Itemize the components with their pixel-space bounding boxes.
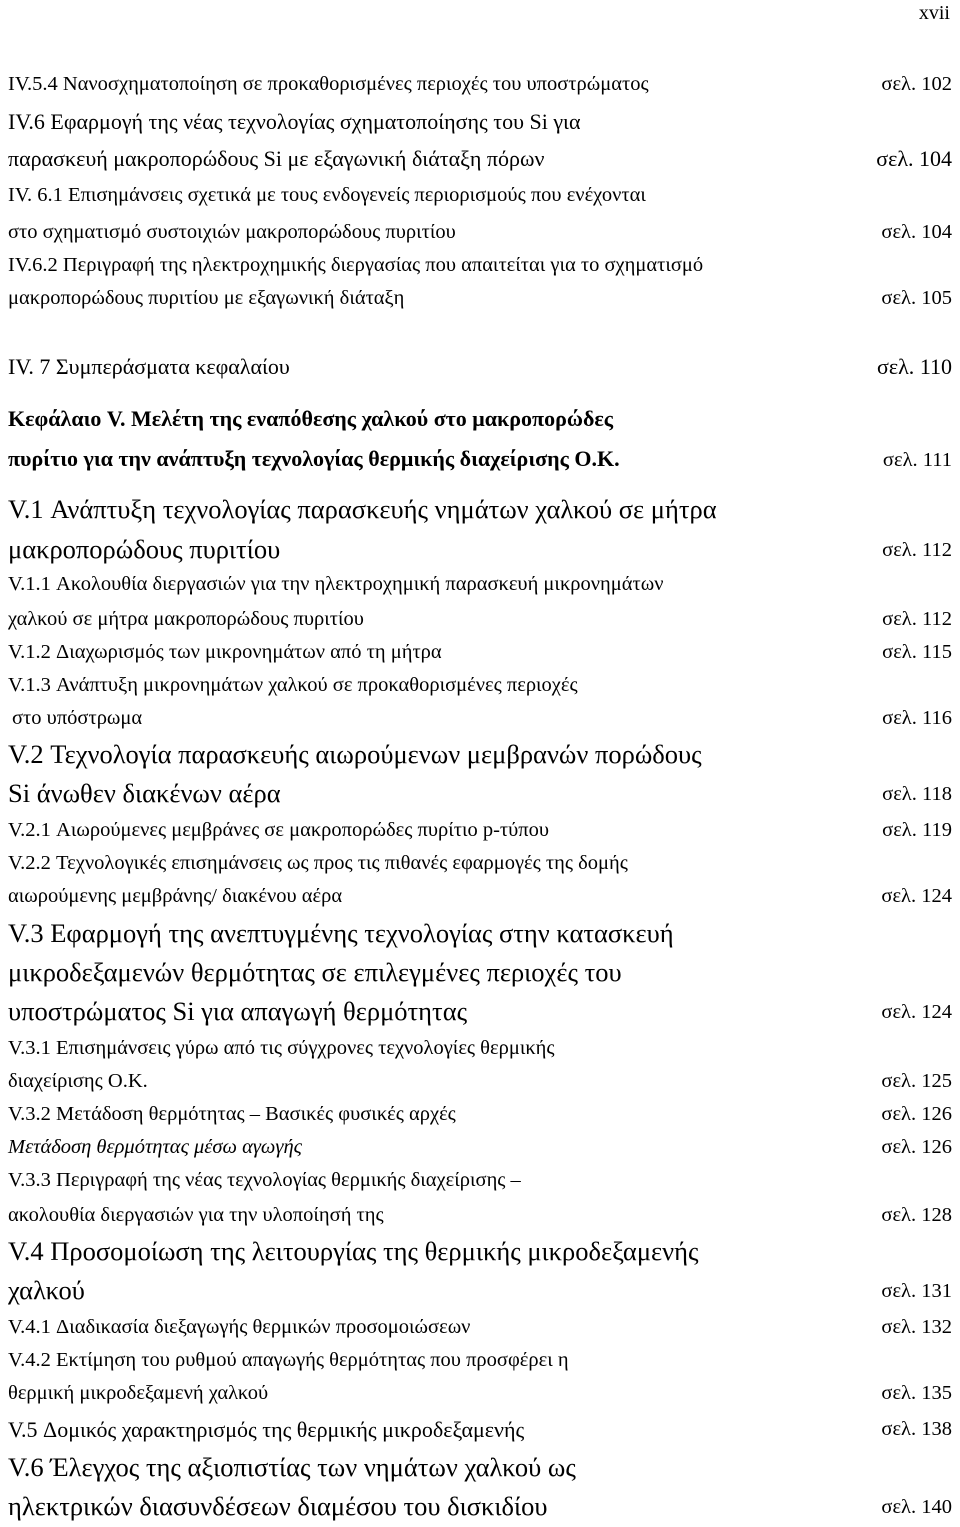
toc-entry-title: Si άνωθεν διακένων αέρα xyxy=(8,778,281,808)
toc-entry-page: σελ. 140 xyxy=(881,1496,952,1518)
toc-entry-title: V.3 Εφαρμογή της ανεπτυγμένης τεχνολογίας στην κατασκευή xyxy=(8,918,674,948)
toc-entry-page: σελ. 126 xyxy=(881,1136,952,1158)
toc-entry-title: μακροπορώδους πυριτίου xyxy=(8,534,281,564)
toc-entry-page: σελ. 112 xyxy=(882,539,952,561)
toc-entry-page: σελ. 110 xyxy=(877,354,952,379)
toc-entry-title: χαλκού σε μήτρα μακροπορώδους πυριτίου xyxy=(8,608,364,630)
toc-entry-title: στο σχηματισμό συστοιχιών μακροπορώδους πυριτίου xyxy=(8,221,456,243)
toc-entry-title: V.5 Δομικός χαρακτηρισμός της θερμικής μικροδεξαμενής xyxy=(8,1417,525,1442)
toc-entry-title: IV.6.2 Περιγραφή της ηλεκτροχημικής διεργασίας που απαιτείται για το σχηματισμό xyxy=(8,254,704,276)
toc-entry-page: σελ. 132 xyxy=(881,1316,952,1338)
toc-entry-title: V.2.2 Τεχνολογικές επισημάνσεις ως προς τις πιθανές εφαρμογές της δομής xyxy=(8,852,628,874)
toc-entry-title: πυρίτιο για την ανάπτυξη τεχνολογίας θερμικής διαχείρισης Ο.Κ. xyxy=(8,446,620,471)
toc-entry-title: μικροδεξαμενών θερμότητας σε επιλεγμένες περιοχές του xyxy=(8,957,622,987)
toc-entry-page: σελ. 124 xyxy=(881,885,952,907)
toc-entry-title: ακολουθία διεργασιών για την υλοποίησή της xyxy=(8,1204,384,1226)
toc-entry-page: σελ. 124 xyxy=(881,1001,952,1023)
toc-entry-page: σελ. 111 xyxy=(882,449,952,471)
toc-entry-title: V.1.1 Ακολουθία διεργασιών για την ηλεκτροχημική παρασκευή μικρονημάτων xyxy=(8,573,664,595)
toc-entry-title: IV. 7 Συμπεράσματα κεφαλαίου xyxy=(8,354,290,379)
toc-entry-title: V.1 Ανάπτυξη τεχνολογίας παρασκευής νημάτων χαλκού σε μήτρα xyxy=(8,494,717,524)
toc-entry-title: παρασκευή μακροπορώδους Si με εξαγωνική διάταξη πόρων xyxy=(8,146,545,171)
toc-entry-page: σελ. 116 xyxy=(882,707,952,729)
toc-entry-title: μακροπορώδους πυριτίου με εξαγωνική διάταξη xyxy=(8,287,405,309)
toc-entry-title: V.6 Έλεγχος της αξιοπιστίας των νημάτων χαλκού ως xyxy=(8,1452,576,1482)
toc-entry-page: σελ. 112 xyxy=(882,608,952,630)
toc-entry-title: IV.5.4 Νανοσχηματοποίηση σε προκαθορισμένες περιοχές του υποστρώματος xyxy=(8,73,649,95)
toc-entry-page: σελ. 102 xyxy=(881,73,952,95)
toc-entry-title: V.4.2 Εκτίμηση του ρυθμού απαγωγής θερμότητας που προσφέρει η xyxy=(8,1349,569,1371)
page-number: xvii xyxy=(918,2,950,24)
toc-entry-page: σελ. 119 xyxy=(882,819,952,841)
toc-entry-page: σελ. 131 xyxy=(881,1280,952,1302)
toc-entry-page: σελ. 104 xyxy=(881,221,952,243)
toc-entry-title: Κεφάλαιο V. Μελέτη της εναπόθεσης χαλκού στο μακροπορώδες xyxy=(8,406,614,431)
toc-entry-page: σελ. 135 xyxy=(881,1382,952,1404)
toc-entry-title: χαλκού xyxy=(8,1275,85,1305)
toc-entry-title: V.3.2 Μετάδοση θερμότητας – Βασικές φυσικές αρχές xyxy=(8,1103,456,1125)
toc-entry-page: σελ. 104 xyxy=(876,146,952,171)
toc-entry-title: IV. 6.1 Επισημάνσεις σχετικά με τους ενδογενείς περιορισμούς που ενέχονται xyxy=(8,184,646,206)
toc-entry-page: σελ. 128 xyxy=(881,1204,952,1226)
toc-entry-title: στο υπόστρωμα xyxy=(12,707,143,729)
toc-entry-page: σελ. 118 xyxy=(882,783,952,805)
toc-entry-title: V.4.1 Διαδικασία διεξαγωγής θερμικών προσομοιώσεων xyxy=(8,1316,471,1338)
toc-entry-page: σελ. 105 xyxy=(881,287,952,309)
toc-entry-title: IV.6 Εφαρμογή της νέας τεχνολογίας σχηματοποίησης του Si για xyxy=(8,109,581,134)
toc-entry-page: σελ. 125 xyxy=(881,1070,952,1092)
toc-entry-title: V.2 Τεχνολογία παρασκευής αιωρούμενων μεμβρανών πορώδους xyxy=(8,739,702,769)
toc-entry-title: υποστρώματος Si για απαγωγή θερμότητας xyxy=(8,996,468,1026)
toc-entry-title: θερμική μικροδεξαμενή χαλκού xyxy=(8,1382,269,1404)
toc-entry-title: V.4 Προσομοίωση της λειτουργίας της θερμικής μικροδεξαμενής xyxy=(8,1236,699,1266)
toc-entry-title: V.3.3 Περιγραφή της νέας τεχνολογίας θερμικής διαχείρισης – xyxy=(8,1169,521,1191)
toc-entry-title: V.1.3 Ανάπτυξη μικρονημάτων χαλκού σε προκαθορισμένες περιοχές xyxy=(8,674,578,696)
toc-entry-title: V.3.1 Επισημάνσεις γύρω από τις σύγχρονες τεχνολογίες θερμικής xyxy=(8,1037,555,1059)
toc-entry-title: V.2.1 Αιωρούμενες μεμβράνες σε μακροπορώδες πυρίτιο p-τύπου xyxy=(8,819,550,841)
toc-entry-title: V.1.2 Διαχωρισμός των μικρονημάτων από τη μήτρα xyxy=(8,641,442,663)
toc-entry-page: σελ. 126 xyxy=(881,1103,952,1125)
toc-entry-title: διαχείρισης Ο.Κ. xyxy=(8,1070,148,1092)
toc-entry-title: Μετάδοση θερμότητας μέσω αγωγής xyxy=(8,1136,302,1158)
toc-entry-title: αιωρούμενης μεμβράνης/ διακένου αέρα xyxy=(8,885,343,907)
toc-entry-page: σελ. 138 xyxy=(881,1418,952,1440)
toc-entry-title: ηλεκτρικών διασυνδέσεων διαμέσου του δισκιδίου xyxy=(8,1491,548,1521)
toc-entry-page: σελ. 115 xyxy=(882,641,952,663)
